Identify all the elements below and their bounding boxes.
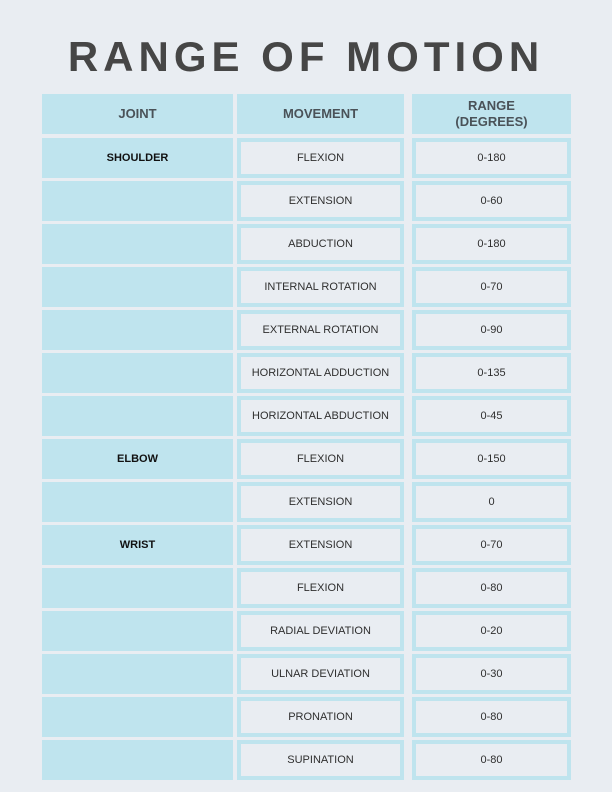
table-row — [42, 267, 571, 307]
movement-cell: SUPINATION — [237, 740, 404, 780]
joint-cell — [42, 568, 233, 608]
table-row — [42, 482, 571, 522]
movement-cell: INTERNAL ROTATION — [237, 267, 404, 307]
range-cell: 0-45 — [412, 396, 571, 436]
table-row — [42, 439, 571, 479]
movement-cell: EXTENSION — [237, 181, 404, 221]
table-header — [42, 94, 571, 134]
joint-cell — [42, 611, 233, 651]
table-row — [42, 138, 571, 178]
joint-cell — [42, 654, 233, 694]
range-cell: 0-180 — [412, 138, 571, 178]
movement-cell: FLEXION — [237, 439, 404, 479]
movement-cell: RADIAL DEVIATION — [237, 611, 404, 651]
movement-cell: FLEXION — [237, 138, 404, 178]
page-title: RANGE OF MOTION — [67, 33, 545, 80]
range-cell: 0-20 — [412, 611, 571, 651]
joint-cell — [42, 310, 233, 350]
table-row — [42, 310, 571, 350]
table-row — [42, 181, 571, 221]
joint-cell — [42, 697, 233, 737]
joint-cell — [42, 353, 233, 393]
range-cell: 0-80 — [412, 740, 571, 780]
movement-cell: EXTERNAL ROTATION — [237, 310, 404, 350]
movement-cell: FLEXION — [237, 568, 404, 608]
range-cell: 0-80 — [412, 697, 571, 737]
movement-cell: PRONATION — [237, 697, 404, 737]
movement-cell: EXTENSION — [237, 482, 404, 522]
range-cell: 0-70 — [412, 267, 571, 307]
joint-cell — [42, 181, 233, 221]
joint-cell — [42, 267, 233, 307]
joint-cell — [42, 740, 233, 780]
joint-cell: ELBOW — [42, 439, 233, 479]
movement-cell: HORIZONTAL ABDUCTION — [237, 396, 404, 436]
table-row — [42, 697, 571, 737]
table-row — [42, 353, 571, 393]
range-cell: 0-60 — [412, 181, 571, 221]
header-range — [412, 94, 571, 134]
movement-cell: ABDUCTION — [237, 224, 404, 264]
table-row — [42, 568, 571, 608]
header-range-text: RANGE (DEGREES) — [455, 98, 528, 129]
joint-cell: WRIST — [42, 525, 233, 565]
movement-cell: HORIZONTAL ADDUCTION — [237, 353, 404, 393]
table-row — [42, 396, 571, 436]
range-cell: 0-150 — [412, 439, 571, 479]
table-row — [42, 224, 571, 264]
joint-cell — [42, 482, 233, 522]
header-movement: MOVEMENT — [237, 94, 404, 134]
range-cell: 0 — [412, 482, 571, 522]
range-cell: 0-30 — [412, 654, 571, 694]
table-row — [42, 740, 571, 780]
joint-cell: SHOULDER — [42, 138, 233, 178]
range-cell: 0-70 — [412, 525, 571, 565]
range-cell: 0-180 — [412, 224, 571, 264]
table-row — [42, 654, 571, 694]
movement-cell: EXTENSION — [237, 525, 404, 565]
table-row — [42, 611, 571, 651]
joint-cell — [42, 224, 233, 264]
header-joint: JOINT — [42, 94, 233, 134]
range-cell: 0-135 — [412, 353, 571, 393]
movement-cell: ULNAR DEVIATION — [237, 654, 404, 694]
range-cell: 0-90 — [412, 310, 571, 350]
joint-cell — [42, 396, 233, 436]
table-row — [42, 525, 571, 565]
range-cell: 0-80 — [412, 568, 571, 608]
